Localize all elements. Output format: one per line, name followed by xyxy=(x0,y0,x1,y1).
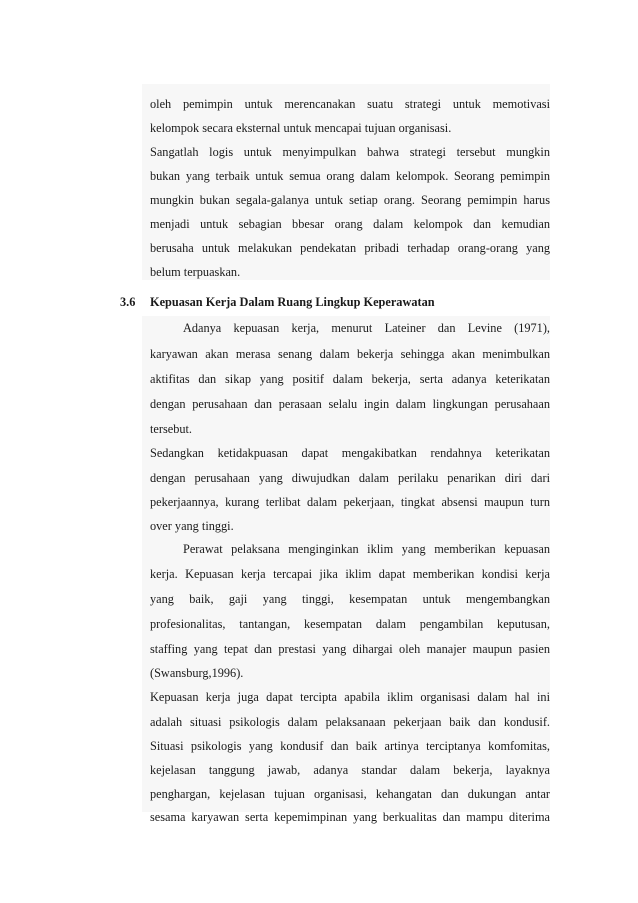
paragraph-line: kerja. Kepuasan kerja tercapai jika iklim dapat memberikan kondisi kerja xyxy=(150,567,550,581)
paragraph-line: Adanya kepuasan kerja, menurut Lateiner dan Levine (1971), xyxy=(183,321,550,335)
paragraph-line: adalah situasi psikologis dalam pelaksanaan pekerjaan baik dan kondusif. xyxy=(150,715,550,729)
paragraph-line: oleh pemimpin untuk merencanakan suatu strategi untuk memotivasi xyxy=(150,97,550,111)
paragraph-line: pekerjaannya, kurang terlibat dalam pekerjaan, tingkat absensi maupun turn xyxy=(150,495,550,509)
paragraph-line: dengan perusahaan yang diwujudkan dalam perilaku penarikan diri dari xyxy=(150,471,550,485)
paragraph-line: menjadi untuk sebagian bbesar orang dalam kelompok dan kemudian xyxy=(150,217,550,231)
paragraph-line: (Swansburg,1996). xyxy=(150,666,244,680)
section-title: Kepuasan Kerja Dalam Ruang Lingkup Keperawatan xyxy=(150,295,435,309)
paragraph-line: yang baik, gaji yang tinggi, kesempatan untuk mengembangkan xyxy=(150,592,550,606)
paragraph-line: mungkin bukan segala-galanya untuk setiap orang. Seorang pemimpin harus xyxy=(150,193,550,207)
section-number: 3.6 xyxy=(120,295,136,309)
paragraph-line: belum terpuaskan. xyxy=(150,265,241,279)
paragraph-line: bukan yang terbaik untuk semua orang dalam kelompok. Seorang pemimpin xyxy=(150,169,550,183)
paragraph-line: dengan perusahaan dan perasaan selalu ingin dalam lingkungan perusahaan xyxy=(150,397,550,411)
paragraph-line: profesionalitas, tantangan, kesempatan dalam pengambilan keputusan, xyxy=(150,617,550,631)
paragraph-line: Sangatlah logis untuk menyimpulkan bahwa strategi tersebut mungkin xyxy=(150,145,550,159)
paragraph-line: berusaha untuk melakukan pendekatan pribadi terhadap orang-orang yang xyxy=(150,241,550,255)
paragraph-line: tersebut. xyxy=(150,422,193,436)
paragraph-line: Perawat pelaksana menginginkan iklim yang memberikan kepuasan xyxy=(183,542,550,556)
paragraph-line: Sedangkan ketidakpuasan dapat mengakibatkan rendahnya keterikatan xyxy=(150,446,550,460)
paragraph-line: kejelasan tanggung jawab, adanya standar dalam bekerja, layaknya xyxy=(150,763,550,777)
paragraph-line: Kepuasan kerja juga dapat tercipta apabila iklim organisasi dalam hal ini xyxy=(150,690,550,704)
paragraph-line: kelompok secara eksternal untuk mencapai tujuan organisasi. xyxy=(150,121,452,135)
paragraph-line: sesama karyawan serta kepemimpinan yang berkualitas dan mampu diterima xyxy=(150,810,550,824)
paragraph-line: over yang tinggi. xyxy=(150,519,234,533)
paragraph-line: staffing yang tepat dan prestasi yang dihargai oleh manajer maupun pasien xyxy=(150,642,550,656)
paragraph-line: aktifitas dan sikap yang positif dalam bekerja, serta adanya keterikatan xyxy=(150,372,550,386)
paragraph-line: Situasi psikologis yang kondusif dan baik artinya terciptanya komfomitas, xyxy=(150,739,550,753)
paragraph-line: penghargan, kejelasan tujuan organisasi, kehangatan dan dukungan antar xyxy=(150,787,550,801)
paragraph-line: karyawan akan merasa senang dalam bekerja sehingga akan menimbulkan xyxy=(150,347,550,361)
